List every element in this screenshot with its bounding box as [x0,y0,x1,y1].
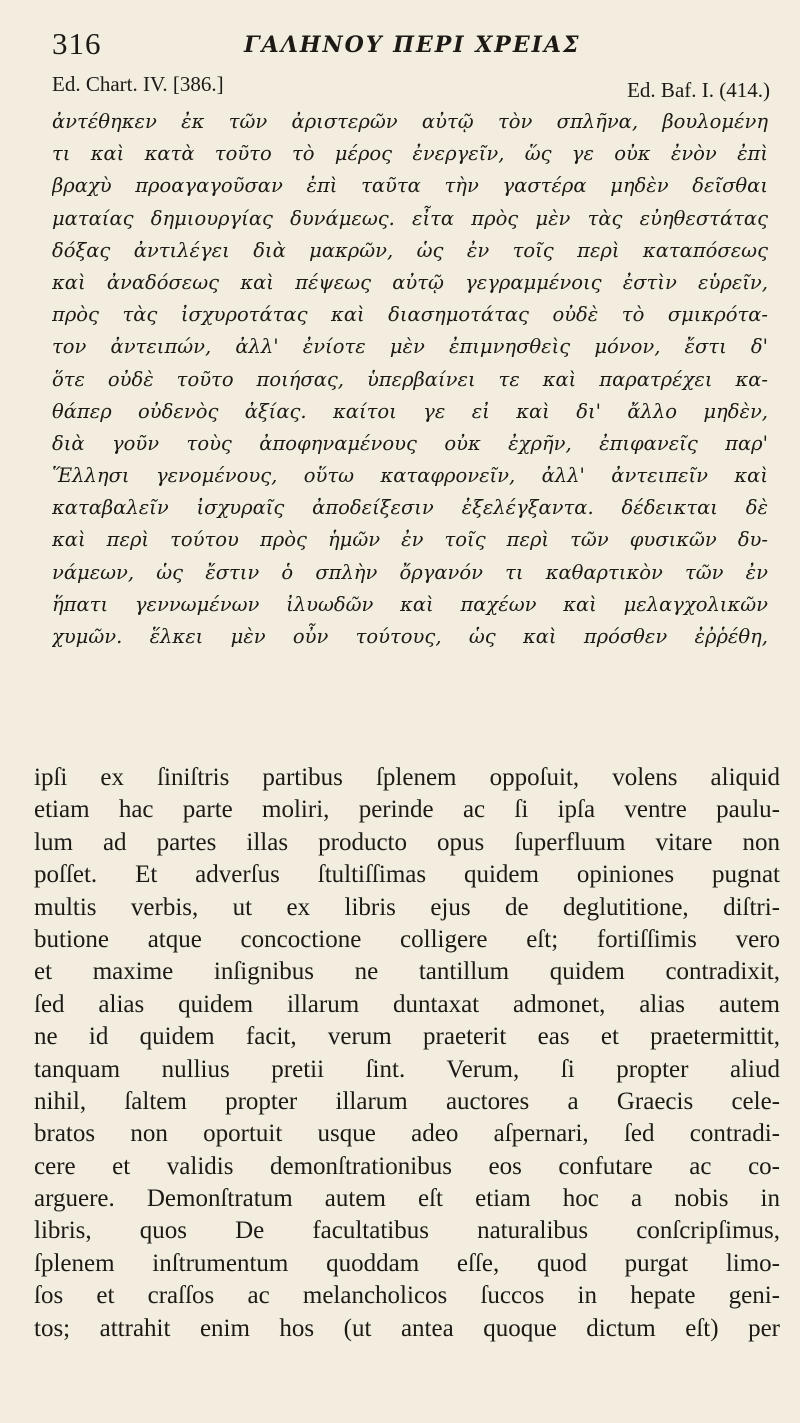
latin-line: nihil, ſaltem propter illarum auctores a Graecis cele- [34,1087,780,1115]
greek-line: δόξας ἀντιλέγει διὰ μακρῶν, ὡς ἐν τοῖς περὶ καταπόσεως [52,238,768,262]
greek-line: νάμεων, ὡς ἔστιν ὁ σπλὴν ὄργανόν τι καθαρτικὸν τῶν ἐν [52,560,768,584]
latin-line: tos; attrahit enim hos (ut antea quoque dictum eſt) per [34,1314,780,1342]
latin-line: et maxime inſignibus ne tantillum quidem contradixit, [34,958,780,986]
latin-line: cere et validis demonſtrationibus eos confutare ac co- [34,1152,780,1180]
page-header [52,26,770,66]
greek-line: ὅτε οὐδὲ τοῦτο ποιήσας, ὑπερβαίνει τε καὶ παρατρέχει κα- [52,367,768,391]
greek-line: ἥπατι γεννωμένων ἰλυωδῶν καὶ παχέων καὶ μελαγχολικῶν [52,592,768,616]
greek-line: θάπερ οὐδενὸς ἀξίας. καίτοι γε εἰ καὶ δι' ἄλλο μηδὲν, [52,399,768,423]
edition-references [52,72,770,102]
greek-line: Ἕλλησι γενομένους, οὕτω καταφρονεῖν, ἀλλ' ἀντειπεῖν καὶ [52,464,768,488]
latin-line: libris, quos De facultatibus naturalibus conſcripſimus, [34,1217,780,1245]
greek-line: καταβαλεῖν ἰσχυραῖς ἀποδείξεσιν ἐξελέγξαντα. δέδεικται δὲ [52,496,768,520]
latin-line: lum ad partes illas producto opus ſuperfluum vitare non [34,828,780,856]
latin-line: tanquam nullius pretii ſint. Verum, ſi propter aliud [34,1055,780,1083]
latin-line: poſſet. Et adverſus ſtultiſſimas quidem opiniones pugnat [34,861,780,889]
greek-line: διὰ γοῦν τοὺς ἀποφηναμένους οὐκ ἐχρῆν, ἐπιφανεῖς παρ' [52,431,768,455]
greek-line: καὶ ἀναδόσεως καὶ πέψεως αὐτῷ γεγραμμένοις ἐστὶν εὑρεῖν, [52,270,768,294]
greek-line: βραχὺ προαγαγοῦσαν ἐπὶ ταῦτα τὴν γαστέρα μηδὲν δεῖσθαι [52,174,768,198]
page-number: 316 [52,26,102,61]
running-title: ΓΑΛΗΝΟΥ ΠΕΡΙ ΧΡΕΙΑΣ [244,32,581,58]
greek-line: τον ἀντειπών, ἀλλ' ἐνίοτε μὲν ἐπιμνησθεὶς μόνον, ἔστι δ' [52,335,768,359]
latin-line: ſed alias quidem illarum duntaxat admonet, alias autem [34,990,780,1018]
latin-line: ſos et craſſos ac melancholicos ſuccos in hepate geni- [34,1282,780,1310]
latin-line: ſplenem inſtrumentum quoddam eſſe, quod purgat limo- [34,1249,780,1277]
greek-line: ἀντέθηκεν ἐκ τῶν ἀριστερῶν αὐτῷ τὸν σπλῆνα, βουλομένη [52,110,768,133]
greek-line: καὶ περὶ τούτου πρὸς ἡμῶν ἐν τοῖς περὶ τῶν φυσικῶν δυ- [52,528,768,552]
latin-line: butione atque concoctione colligere eſt; fortiſſimis vero [34,925,780,953]
latin-text [34,762,780,1345]
greek-line: πρὸς τὰς ἰσχυροτάτας καὶ διασημοτάτας οὐδὲ τὸ σμικρότα- [52,303,768,327]
greek-line: χυμῶν. ἕλκει μὲν οὖν τούτους, ὡς καὶ πρόσθεν ἐῤῥέθη, [52,625,768,648]
latin-line: arguere. Demonſtratum autem eſt etiam hoc a nobis in [34,1185,780,1213]
greek-line: ματαίας δημιουργίας δυνάμεως. εἶτα πρὸς μὲν τὰς εὐηθεστάτας [52,206,768,230]
latin-line: multis verbis, ut ex libris ejus de deglutitione, diſtri- [34,893,780,921]
edition-basel: Ed. Baf. I. (414.) [627,78,770,102]
latin-line: ipſi ex ſiniſtris partibus ſplenem oppoſuit, volens aliquid [34,764,780,791]
latin-line: ne id quidem facit, verum praeterit eas et praetermittit, [34,1023,780,1051]
greek-text [52,106,768,653]
greek-line: τι καὶ κατὰ τοῦτο τὸ μέρος ἐνεργεῖν, ὥς γε οὐκ ἐνὸν ἐπὶ [52,142,768,166]
edition-chartier: Ed. Chart. IV. [386.] [52,72,224,96]
latin-line: bratos non oportuit usque adeo aſpernari, ſed contradi- [34,1120,780,1148]
latin-line: etiam hac parte moliri, perinde ac ſi ipſa ventre paulu- [34,796,780,824]
